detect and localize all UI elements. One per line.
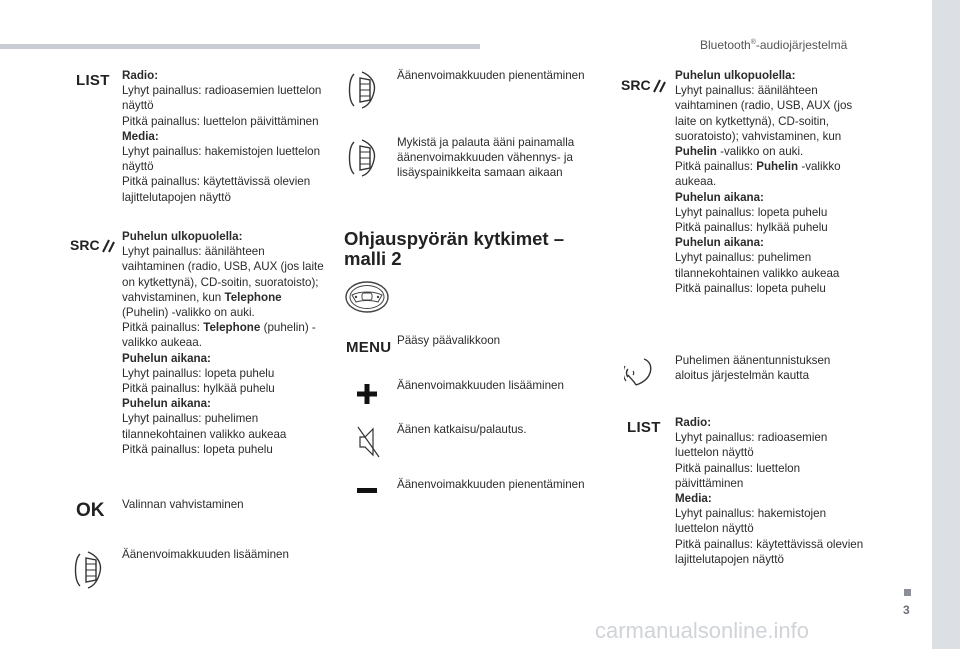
src-phone-button-icon-2: SRC: [621, 77, 666, 93]
minus-icon: [357, 488, 377, 494]
menu-description: Pääsy päävalikkoon: [397, 334, 501, 347]
menu-button-icon: MENU: [346, 339, 392, 356]
steering-wheel-icon: [344, 280, 390, 314]
voice-description: Puhelimen äänentunnistuksen aloitus järjestelmän kautta: [675, 354, 831, 383]
minus-description: Äänenvoimakkuuden pienentäminen: [397, 478, 585, 491]
src-description-2: Puhelun ulkopuolella: Lyhyt painallus: äänilähteen vaihtaminen (radio, USB, AUX (jos laite on kytkettynä), CD-soitin, suoratoisto); vahvistaminen, kun Puhelin -valikko on auki. Pitkä painallus: Puhelin -valikko aukeaa. Puhelun aikana: Lyhyt painallus: lopeta puhelu Pitkä painallus: hylkää puhelu Puhelun aikana: Lyhyt painallus: puhelimen tilannekohtainen valikko aukeaa Pitkä painallus: lopeta puhelu: [675, 69, 853, 295]
page-marker-square: [904, 589, 911, 596]
page-edge-band: [932, 0, 960, 649]
slash-phone-icon: [652, 79, 666, 93]
thumbwheel-up-description: Äänenvoimakkuuden lisääminen: [122, 548, 289, 561]
mute-icon: [357, 425, 381, 459]
plus-icon: [357, 384, 377, 404]
thumbwheel-icon: [68, 550, 110, 590]
ok-description: Valinnan vahvistaminen: [122, 498, 244, 511]
header-rule: [0, 44, 480, 49]
thumbwheel-down-description: Äänenvoimakkuuden pienentäminen: [397, 69, 585, 82]
page-header-title: Bluetooth®-audiojärjestelmä: [700, 38, 848, 52]
watermark: carmanualsonline.info: [595, 618, 810, 643]
thumbwheel-down-icon: [342, 70, 384, 110]
ok-button-icon: OK: [76, 500, 105, 521]
plus-description: Äänenvoimakkuuden lisääminen: [397, 379, 564, 392]
page-number: 3: [903, 603, 910, 617]
list-button-icon-2: LIST: [627, 419, 661, 436]
list-description: Radio: Lyhyt painallus: radioasemien luettelon näyttö Pitkä painallus: luettelon päivittäminen Media: Lyhyt painallus: hakemistojen luettelon näyttö Pitkä painallus: käytettävissä olevien lajittelutapojen näyttö: [122, 69, 322, 204]
src-description: Puhelun ulkopuolella: Lyhyt painallus: äänilähteen vaihtaminen (radio, USB, AUX (jos laite on kytkettynä), CD-soitin, suoratoisto); vahvistaminen, kun Telephone (Puhelin) -valikko on auki. Pitkä painallus: Telephone (puhelin) -valikko aukeaa. Puhelun aikana: Lyhyt painallus: lopeta puhelu Pitkä painallus: hylkää puhelu Puhelun aikana: Lyhyt painallus: puhelimen tilannekohtainen valikko aukeaa Pitkä painallus: lopeta puhelu: [122, 230, 324, 456]
voice-command-icon: [624, 357, 658, 389]
thumbwheel-press-icon: [342, 138, 384, 178]
list-description-2: Radio: Lyhyt painallus: radioasemien luettelon näyttö Pitkä painallus: luettelon päivittäminen Media: Lyhyt painallus: hakemistojen luettelon näyttö Pitkä painallus: käytettävissä olevien lajittelutapojen näyttö: [675, 416, 864, 566]
src-phone-button-icon: SRC: [70, 237, 115, 253]
section-heading: Ohjauspyörän kytkimet – malli 2: [344, 228, 565, 269]
mute-description: Äänen katkaisu/palautus.: [397, 423, 527, 436]
mute-wheel-description: Mykistä ja palauta ääni painamalla äänenvoimakkuuden vähennys- ja lisäyspainikkeita samaan aikaan: [397, 136, 575, 180]
list-button-icon: LIST: [76, 72, 110, 89]
slash-phone-icon: [101, 239, 115, 253]
